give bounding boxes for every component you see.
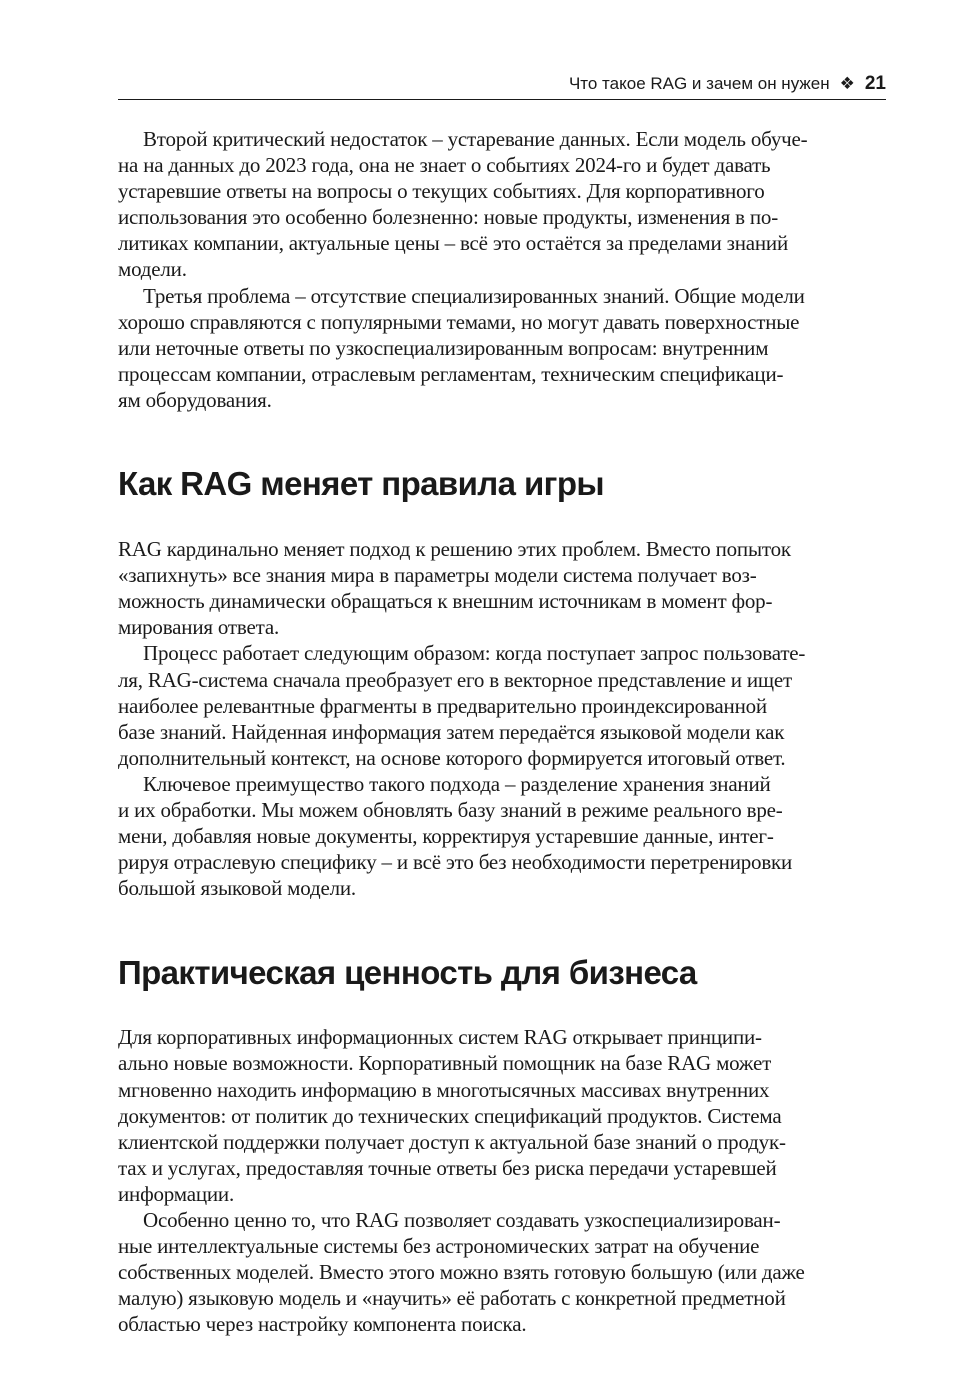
running-header: [118, 68, 886, 100]
paragraph-rag-advantage: Ключевое преимущество такого подхода – разделение хранения знаний и их обработки. Мы можем обновлять базу знаний в режиме реального вре- мени, добавляя новые документы, корректируя устаревшие данные, интег- рируя отраслевую специфику – и всё это без необходимости перетренировки большой языковой модели.: [118, 771, 793, 901]
heading-business-value: Практическая ценность для бизнеса: [118, 954, 697, 992]
ornament-separator-icon: ❖: [839, 73, 855, 93]
paragraph-corporate-systems: Для корпоративных информационных систем RAG открывает принципи- ально новые возможности. Корпоративный помощник на базе RAG может мгновенно находить информацию в многотысячных массивах внутренних документов: от политик до технических спецификаций продуктов. Система клиентской поддержки получает доступ к актуальной базе знаний о продук- тах и услугах, предоставляя точные ответы без риска передачи устаревшей информации.: [118, 1025, 786, 1206]
paragraph-outdated-data: Второй критический недостаток – устаревание данных. Если модель обуче- на на данных до 2023 года, она не знает о событиях 2024-го и будет давать устаревшие ответы на вопросы о текущих событиях. Для корпоративного использования это особенно болезненно: новые продукты, изменения в по- литиках компании, актуальные цены – всё это остаётся за пределами знаний модели.: [118, 127, 808, 282]
paragraph-specialized-systems: Особенно ценно то, что RAG позволяет создавать узкоспециализирован- ные интеллектуальные системы без астрономических затрат на обучение собственных моделей. Вместо этого можно взять готовую большую (или даже малую) языковую модель и «научить» её работать с конкретной предметной областью через настройку компонента поиска.: [118, 1208, 805, 1337]
paragraph-rag-approach: RAG кардинально меняет подход к решению этих проблем. Вместо попыток «запихнуть» все знания мира в параметры модели система получает воз- можность динамически обращаться к внешним источникам в момент фор- мирования ответа.: [118, 537, 791, 640]
page-number: 21: [864, 72, 886, 94]
heading-rag-changes-rules: Как RAG меняет правила игры: [118, 465, 604, 503]
paragraph-rag-process: Процесс работает следующим образом: когда поступает запрос пользовате- ля, RAG-система сначала преобразует его в векторное представление и ищет наиболее релевантные фрагменты в предварительно проиндексированной базе знаний. Найденная информация затем передаётся языковой модели как дополнительный контекст, на основе которого формируется итоговый ответ.: [118, 641, 806, 770]
page-body: [118, 126, 886, 1337]
running-title: Что такое RAG и зачем он нужен: [568, 73, 830, 93]
paragraph-specialized-knowledge: Третья проблема – отсутствие специализированных знаний. Общие модели хорошо справляются с популярными темами, но могут давать поверхностные или неточные ответы по узкоспециализированным вопросам: внутренним процессам компании, отраслевым регламентам, техническим спецификаци- ям оборудования.: [118, 283, 805, 412]
